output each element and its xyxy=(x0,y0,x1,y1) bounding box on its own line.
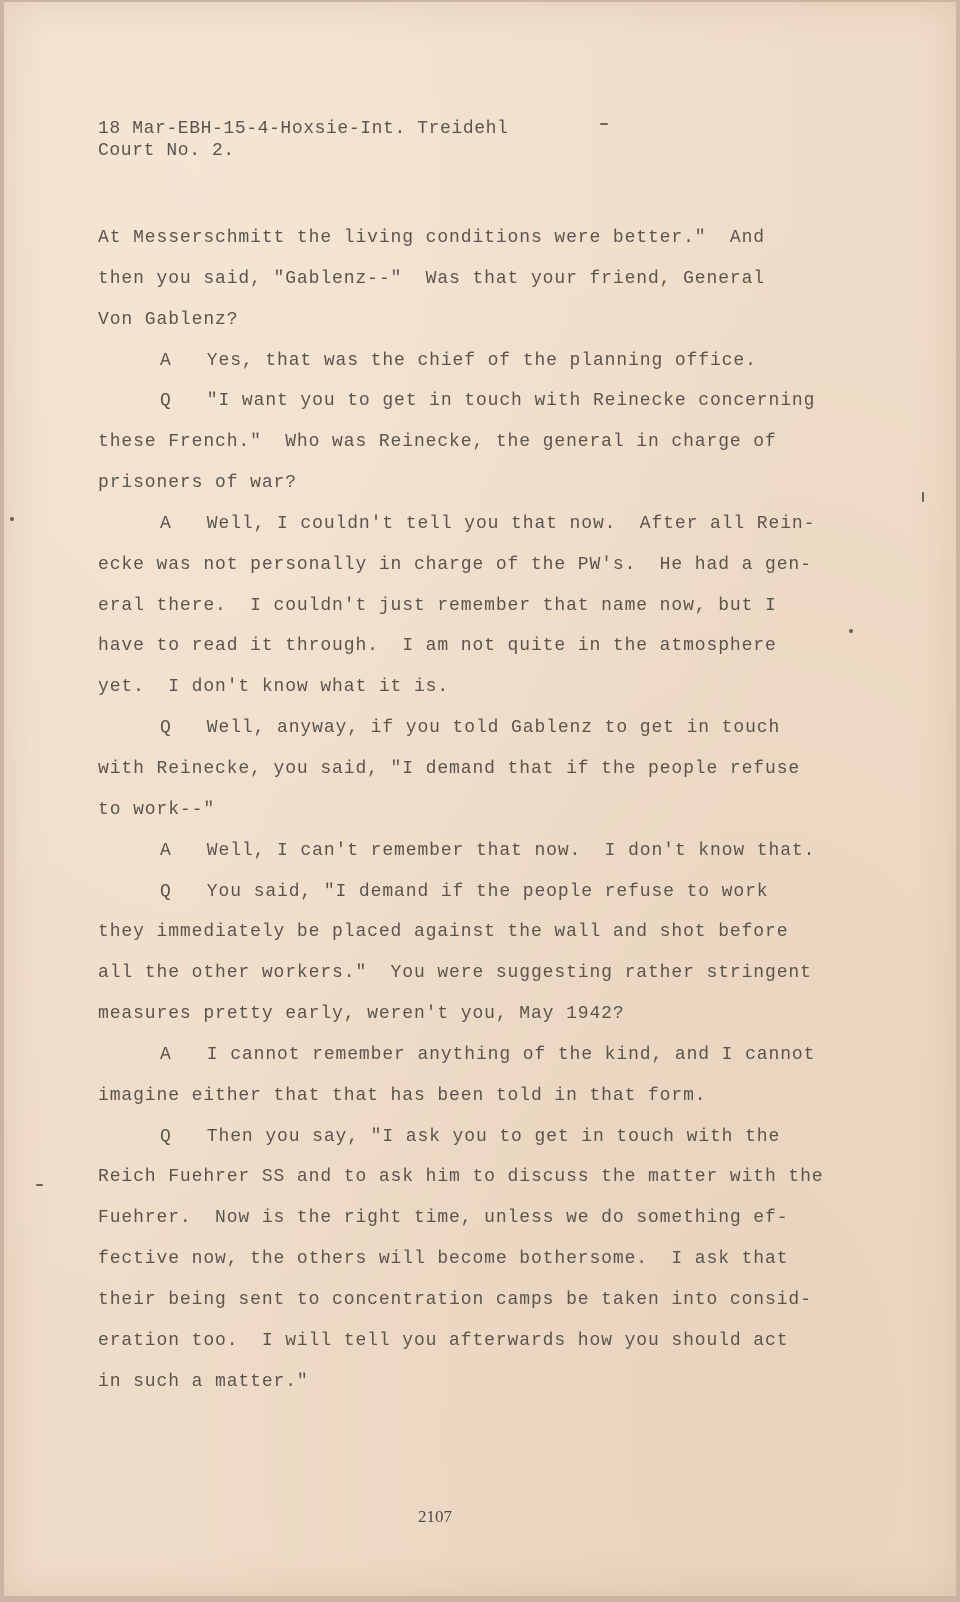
transcript-line: Von Gablenz? xyxy=(98,309,239,330)
transcript-line: in such a matter." xyxy=(98,1371,309,1392)
transcript-line: eration too. I will tell you afterwards how you should act xyxy=(98,1330,789,1351)
transcript-line: ecke was not personally in charge of the PW's. He had a gen- xyxy=(98,554,812,575)
transcript-body xyxy=(98,218,868,1402)
transcript-line: A I cannot remember anything of the kind, and I cannot xyxy=(160,1044,816,1065)
transcript-line: all the other workers." You were suggesting rather stringent xyxy=(98,963,812,984)
transcript-line: Fuehrer. Now is the right time, unless we do something ef- xyxy=(98,1208,789,1229)
transcript-line: fective now, the others will become bothersome. I ask that xyxy=(98,1249,789,1270)
transcript-line: Q "I want you to get in touch with Reinecke concerning xyxy=(160,391,816,412)
paper-speck xyxy=(10,517,14,521)
transcript-line: A Well, I can't remember that now. I don't know that. xyxy=(160,840,816,861)
document-page xyxy=(4,2,956,1596)
paper-speck xyxy=(922,492,924,502)
transcript-line: A Yes, that was the chief of the planning office. xyxy=(160,350,757,371)
paper-speck xyxy=(36,1184,43,1186)
document-header xyxy=(98,118,508,162)
transcript-line: these French." Who was Reinecke, the general in charge of xyxy=(98,432,777,453)
transcript-line: to work--" xyxy=(98,799,216,820)
transcript-line: their being sent to concentration camps be taken into consid- xyxy=(98,1289,812,1310)
transcript-line: At Messerschmitt the living conditions were better." And xyxy=(98,228,765,248)
transcript-line: Q You said, "I demand if the people refuse to work xyxy=(160,881,769,902)
paper-speck xyxy=(600,123,608,125)
transcript-line: yet. I don't know what it is. xyxy=(98,677,450,698)
transcript-line: measures pretty early, weren't you, May 1942? xyxy=(98,1004,625,1025)
header-reference-line: 18 Mar-EBH-15-4-Hoxsie-Int. Treidehl xyxy=(98,119,509,139)
transcript-line: imagine either that that has been told in that form. xyxy=(98,1085,707,1106)
transcript-line: they immediately be placed against the wall and shot before xyxy=(98,922,789,943)
transcript-line: prisoners of war? xyxy=(98,473,297,494)
transcript-line: Reich Fuehrer SS and to ask him to discuss the matter with the xyxy=(98,1167,824,1188)
transcript-line: A Well, I couldn't tell you that now. After all Rein- xyxy=(160,513,816,534)
paper-speck xyxy=(849,629,853,633)
page-number: 2107 xyxy=(418,1507,452,1526)
transcript-line: have to read it through. I am not quite in the atmosphere xyxy=(98,636,777,657)
transcript-line: Q Well, anyway, if you told Gablenz to get in touch xyxy=(160,718,781,739)
transcript-line: then you said, "Gablenz--" Was that your friend, General xyxy=(98,268,765,289)
header-court-line: Court No. 2. xyxy=(98,141,235,161)
transcript-line: eral there. I couldn't just remember that name now, but I xyxy=(98,595,777,616)
transcript-line: Q Then you say, "I ask you to get in touch with the xyxy=(160,1126,781,1147)
transcript-line: with Reinecke, you said, "I demand that if the people refuse xyxy=(98,758,801,779)
